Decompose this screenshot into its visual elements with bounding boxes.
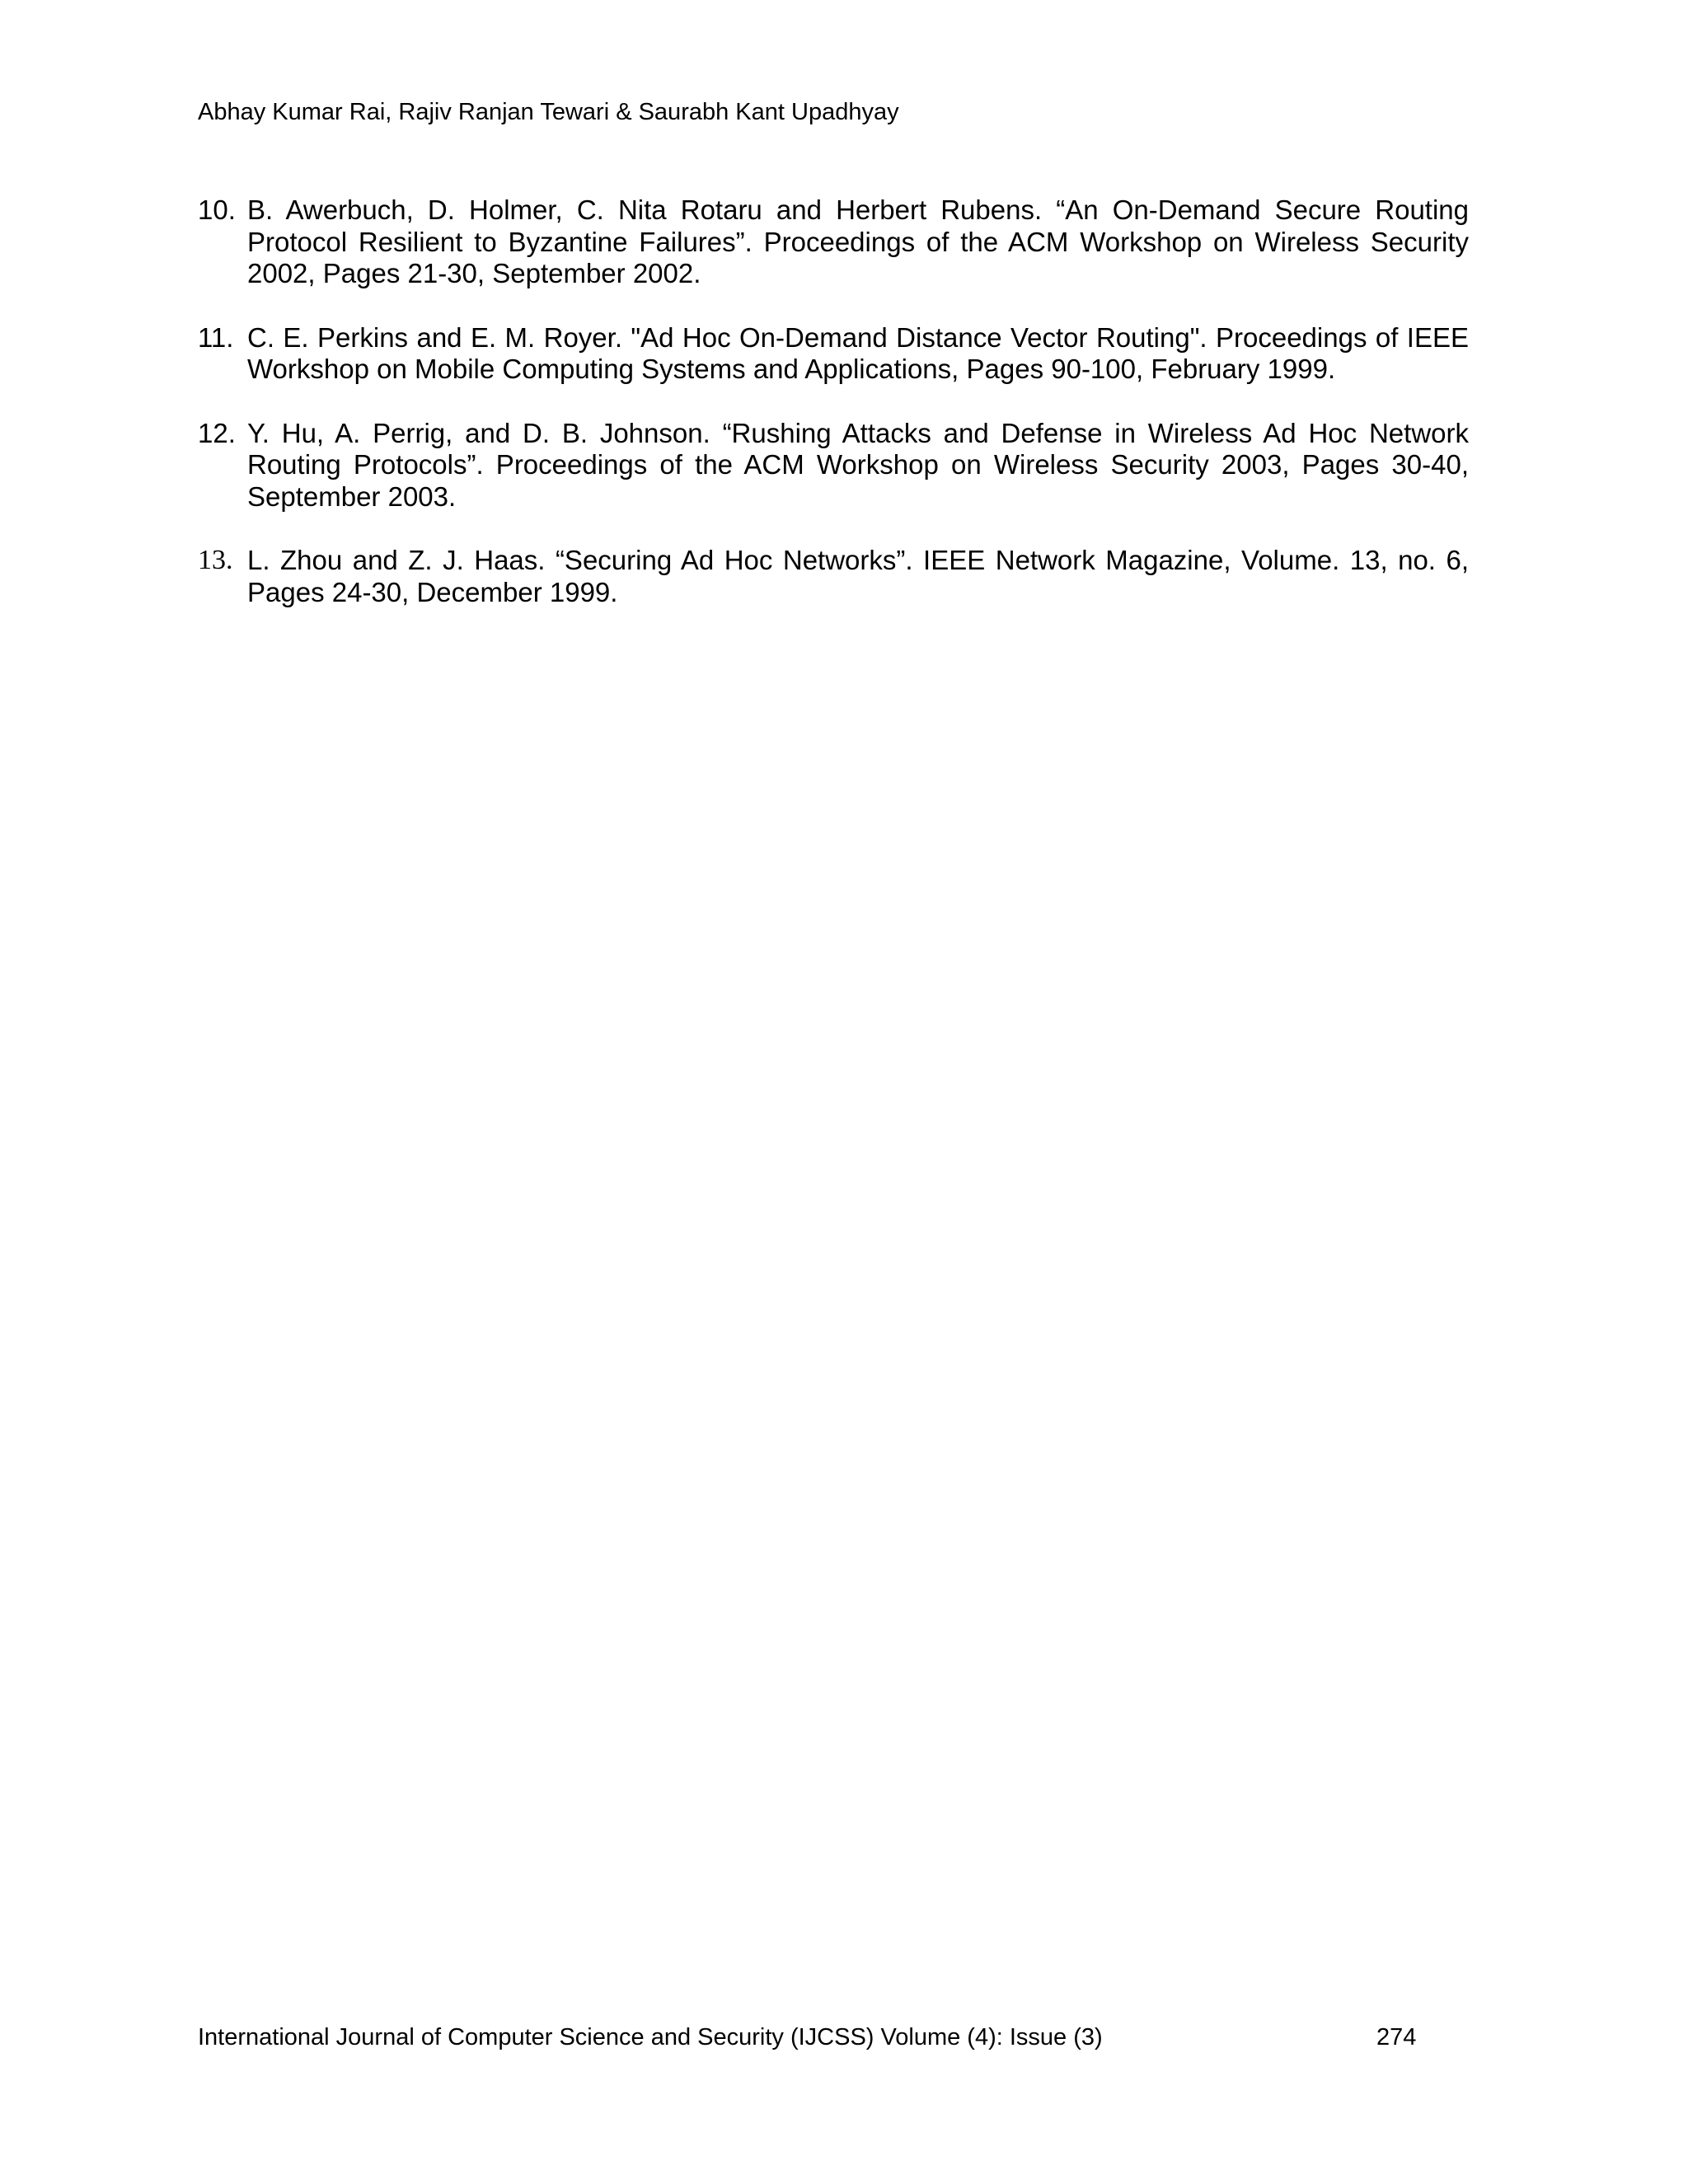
reference-text: L. Zhou and Z. J. Haas. “Securing Ad Hoc Networks”. IEEE Network Magazine, Volume. 13, no. 6, Pages 24-30, December 1999. [247, 545, 1469, 607]
reference-item [198, 322, 1469, 386]
reference-text: Y. Hu, A. Perrig, and D. B. Johnson. “Rushing Attacks and Defense in Wireless Ad Hoc Network Routing Protocols”. Proceedings of the ACM Workshop on Wireless Security 2003, Pages 30-40, September 2003. [247, 417, 1469, 512]
page-number: 274 [1376, 2024, 1417, 2050]
reference-item [198, 418, 1469, 513]
running-header-authors: Abhay Kumar Rai, Rajiv Ranjan Tewari & Saurabh Kant Upadhyay [198, 99, 899, 125]
reference-list [198, 194, 1469, 640]
reference-number: 11. [198, 321, 234, 353]
reference-number: 13. [198, 545, 233, 575]
reference-number: 10. [198, 194, 236, 225]
reference-text: C. E. Perkins and E. M. Royer. "Ad Hoc On-Demand Distance Vector Routing". Proceedings of IEEE Workshop on Mobile Computing Systems and Applications, Pages 90-100, February 1999. [247, 321, 1469, 384]
reference-text: B. Awerbuch, D. Holmer, C. Nita Rotaru and Herbert Rubens. “An On-Demand Secure Routing Protocol Resilient to Byzantine Failures”. Proceedings of the ACM Workshop on Wireless Security 2002, Pages 21-30, September 2002. [247, 194, 1469, 288]
reference-item [198, 194, 1469, 290]
reference-number: 12. [198, 417, 236, 448]
running-footer-journal: International Journal of Computer Science and Security (IJCSS) Volume (4): Issue (3) [198, 2024, 1103, 2050]
reference-item [198, 545, 1469, 608]
